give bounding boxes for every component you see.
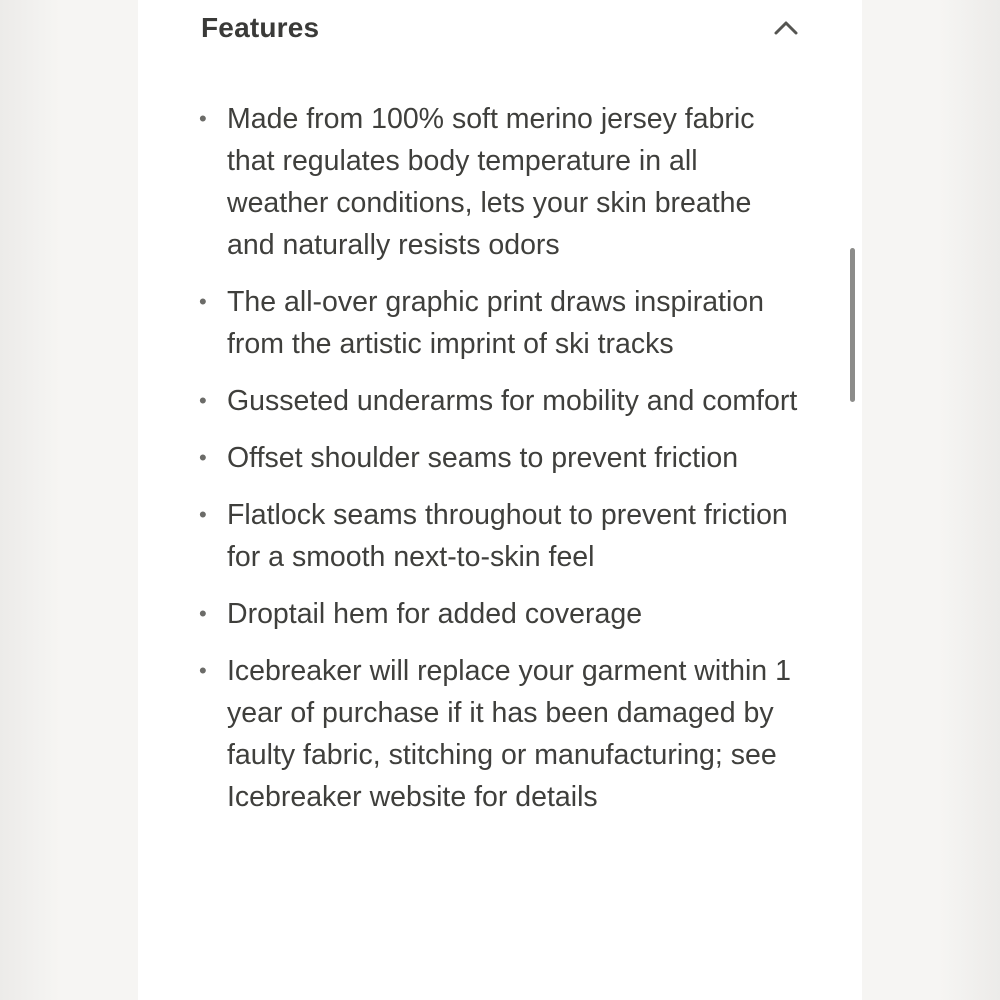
bullet: •	[199, 601, 207, 626]
list-item	[198, 494, 798, 578]
list-item	[198, 281, 798, 365]
feature-text: Icebreaker will replace your garment within 1 year of purchase if it has been damaged by faulty fabric, stitching or manufacturing; see Icebreaker website for details	[227, 655, 791, 813]
feature-text: The all-over graphic print draws inspiration from the artistic imprint of ski tracks	[227, 286, 764, 360]
feature-text: Droptail hem for added coverage	[227, 598, 643, 630]
bullet: •	[199, 289, 207, 314]
features-panel	[138, 0, 862, 1000]
bullet: •	[199, 388, 207, 413]
bullet: •	[199, 658, 207, 683]
list-item	[198, 650, 798, 818]
feature-text: Made from 100% soft merino jersey fabric that regulates body temperature in all weather conditions, lets your skin breathe and naturally resists odors	[227, 103, 755, 261]
section-title: Features	[201, 12, 320, 43]
chevron-up-icon[interactable]	[771, 13, 801, 43]
bullet: •	[199, 502, 207, 527]
list-item	[198, 98, 798, 266]
bullet: •	[199, 445, 207, 470]
features-accordion-header[interactable]	[201, 0, 801, 56]
bullet: •	[199, 106, 207, 131]
feature-list	[198, 98, 798, 833]
list-item	[198, 593, 798, 635]
scrollbar-thumb[interactable]	[850, 248, 855, 402]
list-item	[198, 380, 798, 422]
feature-text: Flatlock seams throughout to prevent friction for a smooth next-to-skin feel	[227, 499, 788, 573]
list-item	[198, 437, 798, 479]
feature-text: Offset shoulder seams to prevent friction	[227, 442, 739, 474]
feature-text: Gusseted underarms for mobility and comfort	[227, 385, 798, 417]
